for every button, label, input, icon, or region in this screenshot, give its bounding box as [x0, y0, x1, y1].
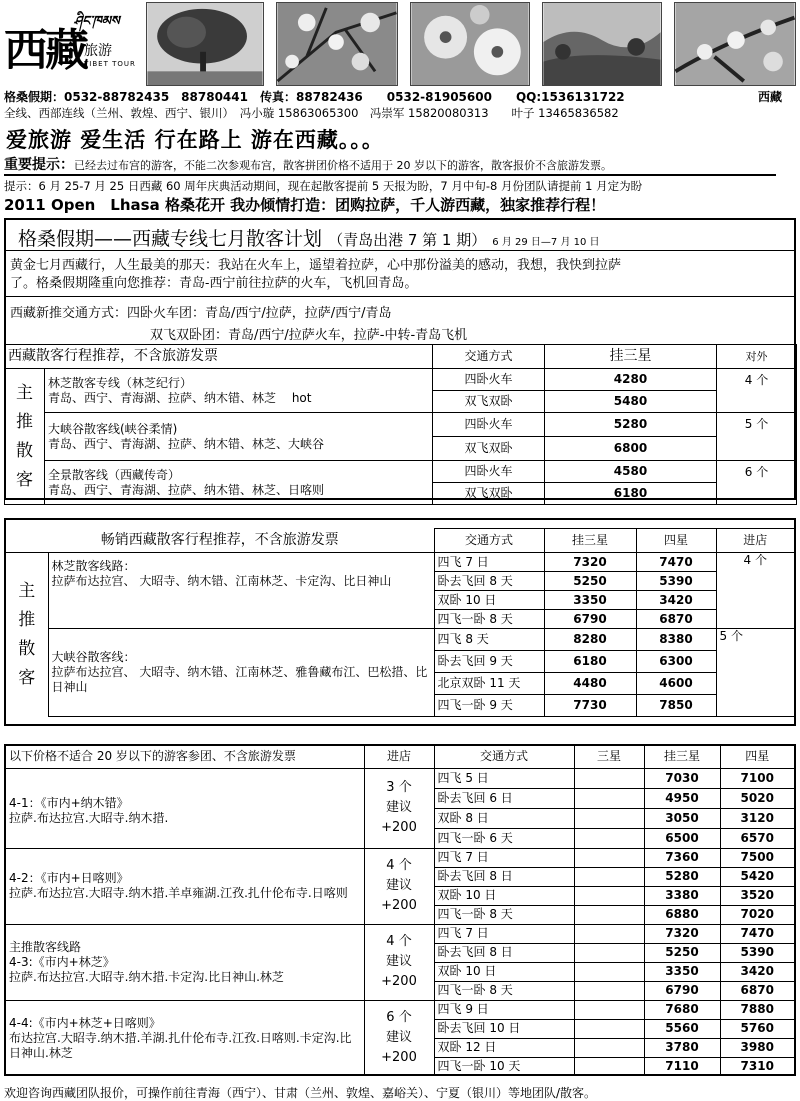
col-header-route: 以下价格不适合 20 岁以下的游客参团、不含旅游发票 — [6, 746, 364, 768]
price-cell: 3120 — [720, 808, 794, 828]
price-cell: 3350 — [644, 962, 720, 981]
divider — [4, 296, 796, 297]
price-cell: 5280 — [545, 413, 717, 437]
traffic-2: 双飞双卧团：青岛/西宁/拉萨火车，拉萨-中转-青岛飞机 — [150, 328, 468, 343]
plan-intro-2: 了。格桑假期隆重向您推荐：青岛-西宁前往拉萨的火车，飞机回青岛。 — [10, 276, 418, 291]
price-cell: 7680 — [644, 1000, 720, 1019]
table-header — [6, 529, 794, 553]
price-cell: 5250 — [644, 943, 720, 962]
price-cell: 3780 — [644, 1038, 720, 1057]
traffic-cell: 四飞一卧 8 天 — [434, 610, 544, 629]
price-cell: 7320 — [544, 553, 636, 572]
traffic-cell: 卧去飞回 8 天 — [434, 572, 544, 591]
notice-text: 已经去过布宫的游客，不能二次参观布宫，散客拼团价格不适用于 20 岁以下的游客，散客报价不含旅游发票。 — [74, 159, 612, 172]
blossom-icon — [277, 3, 397, 85]
empty-cell — [574, 962, 644, 981]
price-cell: 5250 — [544, 572, 636, 591]
footer-note: 欢迎咨询西藏团队报价，可操作前往青海（西宁）、甘肃（兰州、敦煌、嘉峪关）、宁夏（银川）等地团队/散客。 — [4, 1086, 597, 1100]
traffic-cell: 卧去飞回 10 日 — [434, 1019, 574, 1038]
empty-cell — [574, 981, 644, 1000]
price-cell: 7020 — [720, 905, 794, 924]
traffic-cell: 四飞一卧 8 天 — [434, 905, 574, 924]
flower-icon — [411, 3, 529, 85]
plan-intro-1: 黄金七月西藏行，人生最美的那天：我站在火车上，遥望着拉萨，心中那份溢美的感动，我想，我快到拉萨 — [10, 258, 622, 273]
empty-cell — [574, 886, 644, 905]
blossom-photo — [276, 2, 398, 86]
price-cell: 5480 — [545, 391, 717, 413]
plan-title-main: 格桑假期——西藏专线七月散客计划 — [18, 228, 323, 250]
side-title: 主 推 散 客 — [5, 369, 45, 505]
route-cell: 4-1：《市内+纳木错》 拉萨.布达拉宫.大昭寺.纳木措. — [6, 768, 364, 848]
price-cell: 4600 — [636, 673, 716, 695]
traffic-cell: 四飞 5 日 — [434, 768, 574, 788]
col-header-4star: 四星 — [636, 529, 716, 553]
divider — [4, 250, 796, 251]
price-cell: 6870 — [720, 981, 794, 1000]
price-cell: 7850 — [636, 695, 716, 717]
count-cell: 5 个 — [717, 413, 797, 461]
price-cell: 8380 — [636, 629, 716, 651]
contact-line: 格桑假期：0532-88782435 88780441 传真：88782436 0532-81905600 QQ:1536131722 — [4, 90, 625, 104]
price-cell: 7880 — [720, 1000, 794, 1019]
route-cell: 大峡谷散客线(峡谷柔情) 青岛、西宁、青海湖、拉萨、纳木错、林芝、大峡谷 — [45, 413, 433, 461]
scatter-table-2 — [6, 528, 794, 717]
price-cell: 6180 — [545, 483, 717, 505]
count-cell: 4 个 — [717, 369, 797, 413]
shops-cell: 3 个 建议 +200 — [364, 768, 434, 848]
col-header-3star: 挂三星 — [544, 529, 636, 553]
logo-subtitle: 旅游 — [84, 43, 112, 59]
slogan: 爱旅游 爱生活 行在路上 游在西藏。。。 — [6, 128, 384, 152]
price-cell: 6570 — [720, 828, 794, 848]
price-cell: 3420 — [636, 591, 716, 610]
price-cell: 3380 — [644, 886, 720, 905]
side-title: 主 推 散 客 — [6, 553, 48, 717]
price-cell: 4480 — [544, 673, 636, 695]
traffic-cell: 双卧 10 日 — [434, 591, 544, 610]
price-cell: 7470 — [636, 553, 716, 572]
price-cell: 6180 — [544, 651, 636, 673]
route-cell: 4-2：《市内+日喀则》 拉萨.布达拉宫.大昭寺.纳木措.羊卓雍湖.江孜.扎什伦布寺.日喀则 — [6, 848, 364, 924]
price-table-3 — [6, 746, 794, 1076]
price-cell: 5390 — [636, 572, 716, 591]
count-cell: 6 个 — [717, 461, 797, 505]
empty-cell — [574, 1000, 644, 1019]
traffic-cell: 卧去飞回 9 天 — [434, 651, 544, 673]
col-header-traffic: 交通方式 — [434, 529, 544, 553]
price-cell: 7500 — [720, 848, 794, 867]
valley-photo — [542, 2, 662, 86]
traffic-1: 西藏新推交通方式：四卧火车团：青岛/西宁/拉萨，拉萨/西宁/青岛 — [10, 306, 392, 321]
col-header-guasan: 挂三星 — [644, 746, 720, 768]
price-cell: 5390 — [720, 943, 794, 962]
table-row — [5, 413, 797, 437]
price-cell: 7310 — [720, 1057, 794, 1076]
traffic-cell: 四飞 7 日 — [434, 553, 544, 572]
price-cell: 6790 — [544, 610, 636, 629]
price-cell: 8280 — [544, 629, 636, 651]
col-header-shops: 进店 — [716, 529, 794, 553]
logo-title: 西藏 — [4, 25, 86, 76]
col-header-traffic: 交通方式 — [433, 345, 545, 369]
price-cell: 4580 — [545, 461, 717, 483]
price-cell: 3420 — [720, 962, 794, 981]
price-cell: 5020 — [720, 788, 794, 808]
price-cell: 5420 — [720, 867, 794, 886]
plan-title — [18, 224, 600, 251]
price-cell: 6300 — [636, 651, 716, 673]
traffic-cell: 四飞一卧 6 天 — [434, 828, 574, 848]
traffic-cell: 四卧火车 — [433, 461, 545, 483]
valley-icon — [543, 3, 661, 85]
traffic-cell: 双飞双卧 — [433, 483, 545, 505]
empty-cell — [574, 924, 644, 943]
traffic-cell: 北京双卧 11 天 — [434, 673, 544, 695]
empty-cell — [574, 768, 644, 788]
traffic-cell: 双卧 10 日 — [434, 886, 574, 905]
table-header — [6, 746, 794, 768]
price-cell: 3350 — [544, 591, 636, 610]
route-cell: 4-4:《市内+林芝+日喀则》 布达拉宫.大昭寺.纳木措.羊湖.扎什伦布寺.江孜.日喀则.卡定沟.比日神山.林芝 — [6, 1000, 364, 1076]
count-cell: 5 个 — [716, 629, 794, 717]
logo-english: TIBET TOUR — [84, 60, 136, 68]
empty-cell — [574, 943, 644, 962]
route-cell: 大峡谷散客线： 拉萨布达拉宫、 大昭寺、纳木错、江南林芝、雅鲁藏布江、巴松措、比日神山 — [48, 629, 434, 717]
col-header-route: 西藏散客行程推荐，不含旅游发票 — [5, 345, 433, 369]
traffic-cell: 双卧 10 日 — [434, 962, 574, 981]
price-cell: 7470 — [720, 924, 794, 943]
price-cell: 4280 — [545, 369, 717, 391]
col-header-price: 挂三星 — [545, 345, 717, 369]
scatter-table-1 — [4, 344, 797, 505]
table-row — [6, 1000, 794, 1019]
route-cell: 主推散客线路 4-3:《市内+林芝》 拉萨.布达拉宫.大昭寺.纳木措.卡定沟.比日神山.林芝 — [6, 924, 364, 1000]
price-cell: 7730 — [544, 695, 636, 717]
tree-photo — [146, 2, 264, 86]
flower-photo — [410, 2, 530, 86]
price-cell: 6790 — [644, 981, 720, 1000]
route-cell: 林芝散客专线（林芝纪行） 青岛、西宁、青海湖、拉萨、纳木错、林芝 hot — [45, 369, 433, 413]
table-row — [6, 768, 794, 788]
route-cell: 全景散客线（西藏传奇） 青岛、西宁、青海湖、拉萨、纳木错、林芝、日喀则 — [45, 461, 433, 505]
traffic-cell: 卧去飞回 8 日 — [434, 943, 574, 962]
traffic-cell: 四飞一卧 8 天 — [434, 981, 574, 1000]
price-cell: 5760 — [720, 1019, 794, 1038]
traffic-cell: 卧去飞回 6 日 — [434, 788, 574, 808]
shops-cell: 6 个 建议 +200 — [364, 1000, 434, 1076]
price-cell: 7030 — [644, 768, 720, 788]
price-cell: 6870 — [636, 610, 716, 629]
col-header-traffic: 交通方式 — [434, 746, 574, 768]
empty-cell — [574, 788, 644, 808]
empty-cell — [574, 905, 644, 924]
price-cell: 3980 — [720, 1038, 794, 1057]
divider — [4, 174, 776, 176]
price-cell: 4950 — [644, 788, 720, 808]
empty-cell — [574, 1019, 644, 1038]
traffic-cell: 四飞一卧 9 天 — [434, 695, 544, 717]
traffic-cell: 四飞一卧 10 天 — [434, 1057, 574, 1076]
count-cell: 4 个 — [716, 553, 794, 629]
col-header-route: 畅销西藏散客行程推荐，不含旅游发票 — [6, 529, 434, 553]
table-row — [5, 461, 797, 483]
price-cell: 6880 — [644, 905, 720, 924]
col-header-shops: 进店 — [364, 746, 434, 768]
traffic-cell: 双卧 8 日 — [434, 808, 574, 828]
traffic-cell: 双飞双卧 — [433, 391, 545, 413]
shops-cell: 4 个 建议 +200 — [364, 848, 434, 924]
price-cell: 5560 — [644, 1019, 720, 1038]
table-row — [6, 629, 794, 651]
contact-line-2: 全线、西部连线（兰州、敦煌、西宁、银川） 冯小璇 15863065300 冯崇军 15820080313 叶子 13465836582 — [4, 106, 619, 120]
contact-region: 西藏 — [758, 90, 783, 104]
traffic-cell: 双卧 12 日 — [434, 1038, 574, 1057]
route-cell: 林芝散客线路： 拉萨布达拉宫、 大昭寺、纳木错、江南林芝、卡定沟、比日神山 — [48, 553, 434, 629]
table-row — [6, 553, 794, 572]
notice-line — [4, 154, 612, 174]
traffic-cell: 双飞双卧 — [433, 437, 545, 461]
open-line: 2011 Open Lhasa 格桑花开 我办倾情打造：团购拉萨，千人游西藏，独家推荐行程！ — [4, 196, 606, 214]
traffic-cell: 四飞 7 日 — [434, 848, 574, 867]
price-cell: 3050 — [644, 808, 720, 828]
traffic-cell: 四飞 8 天 — [434, 629, 544, 651]
price-cell: 6500 — [644, 828, 720, 848]
traffic-cell: 四卧火车 — [433, 413, 545, 437]
table-row — [6, 924, 794, 943]
notice-label: 重要提示： — [4, 157, 74, 173]
traffic-cell: 四飞 9 日 — [434, 1000, 574, 1019]
empty-cell — [574, 1038, 644, 1057]
table-row — [5, 369, 797, 391]
col-header-3star: 三星 — [574, 746, 644, 768]
price-cell: 7320 — [644, 924, 720, 943]
price-cell: 3520 — [720, 886, 794, 905]
price-cell: 7100 — [720, 768, 794, 788]
logo-tibetan: ཤིང་ཁམས — [74, 14, 120, 29]
traffic-cell: 四卧火车 — [433, 369, 545, 391]
empty-cell — [574, 1057, 644, 1076]
traffic-cell: 四飞 7 日 — [434, 924, 574, 943]
tree-icon — [147, 3, 263, 85]
price-cell: 7110 — [644, 1057, 720, 1076]
empty-cell — [574, 828, 644, 848]
traffic-cell: 卧去飞回 8 日 — [434, 867, 574, 886]
empty-cell — [574, 848, 644, 867]
plan-date: 6 月 29 日—7 月 10 日 — [492, 237, 600, 248]
empty-cell — [574, 867, 644, 886]
empty-cell — [574, 808, 644, 828]
branch-icon — [675, 3, 795, 85]
table-row — [6, 848, 794, 867]
shops-cell: 4 个 建议 +200 — [364, 924, 434, 1000]
plan-title-sub: （青岛出港 7 第 1 期） — [328, 231, 487, 249]
col-header-count: 对外 — [717, 345, 797, 369]
price-cell: 7360 — [644, 848, 720, 867]
table-header — [5, 345, 797, 369]
col-header-4star: 四星 — [720, 746, 794, 768]
price-cell: 6800 — [545, 437, 717, 461]
price-cell: 5280 — [644, 867, 720, 886]
branch-photo — [674, 2, 796, 86]
tip-line: 提示：6 月 25-7 月 25 日西藏 60 周年庆典活动期间，现在起散客提前 5 天报为盼，7 月中旬-8 月份团队请提前 1 月定为盼 — [4, 179, 643, 193]
